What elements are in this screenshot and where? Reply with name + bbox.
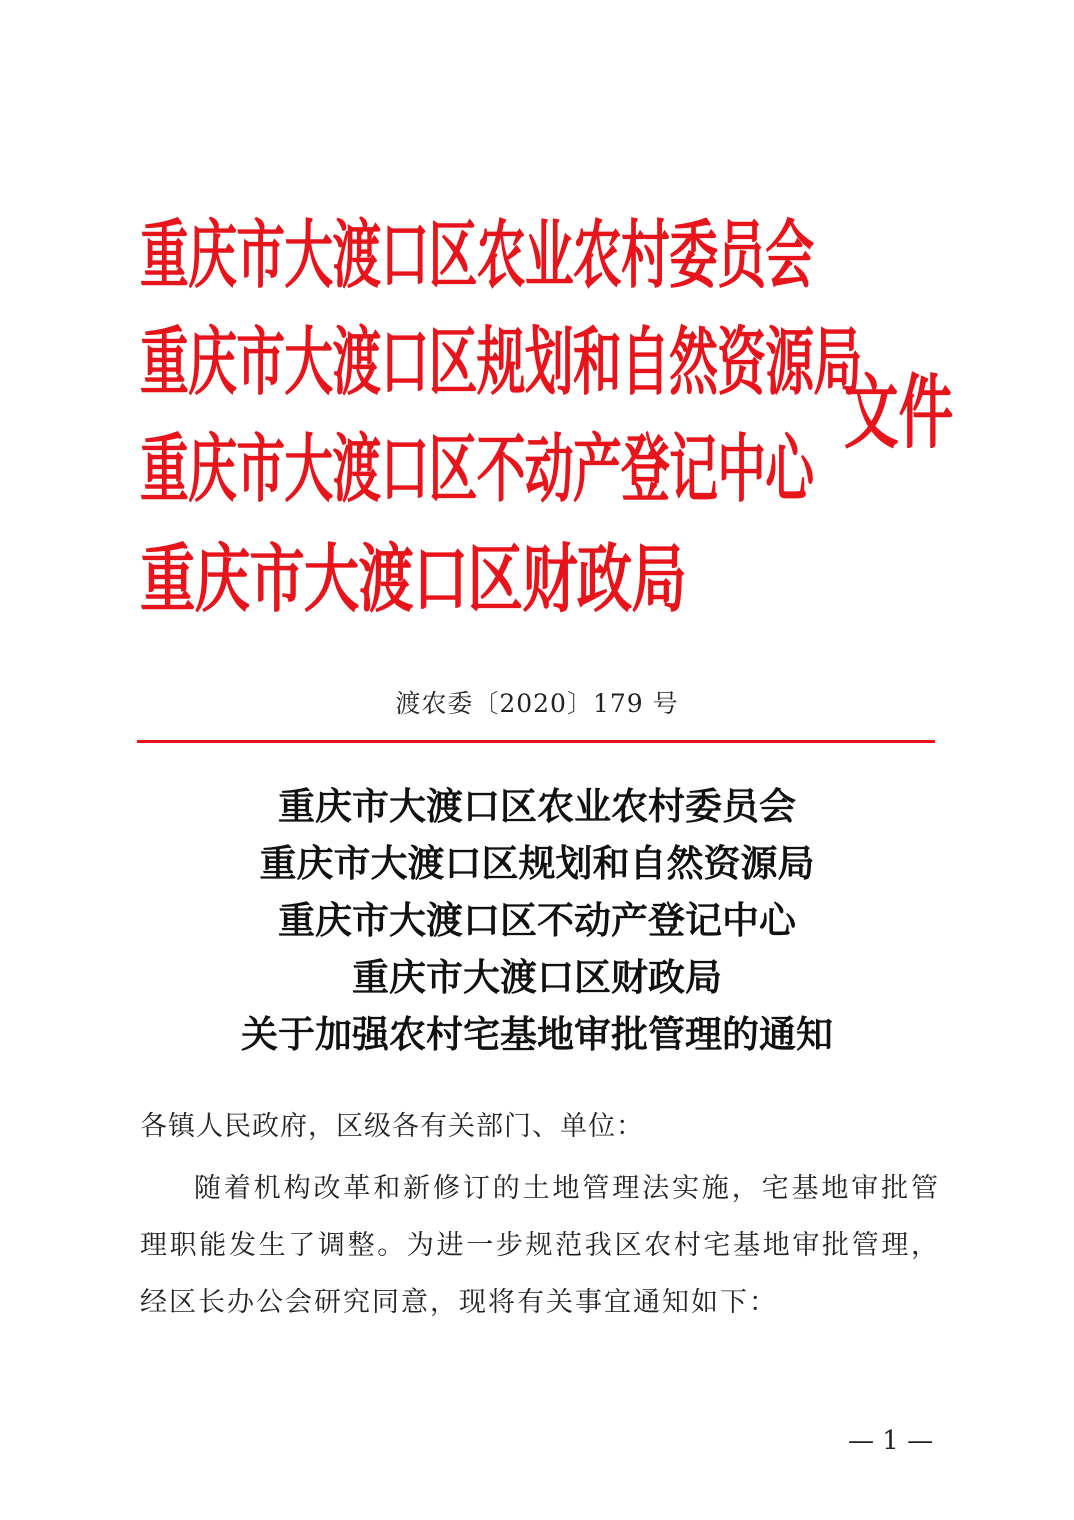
header-suffix: 文件 xyxy=(844,365,954,461)
title-line: 重庆市大渡口区不动产登记中心 xyxy=(278,898,796,942)
title-line: 重庆市大渡口区规划和自然资源局 xyxy=(259,841,815,885)
document-number: 渡农委〔2020〕179 号 xyxy=(395,689,679,718)
document-title xyxy=(0,778,1074,1063)
salutation: 各镇人民政府，区级各有关部门、单位： xyxy=(140,1111,644,1142)
title-line: 关于加强农村宅基地审批管理的通知 xyxy=(241,1012,833,1056)
document-header xyxy=(140,200,960,623)
issuer-real-estate: 重庆市大渡口区不动产登记中心 xyxy=(140,426,814,513)
issuer-finance: 重庆市大渡口区财政局 xyxy=(140,536,686,623)
red-divider xyxy=(137,740,935,743)
page-number: — 1 — xyxy=(848,1426,934,1456)
title-line: 重庆市大渡口区财政局 xyxy=(352,955,722,999)
issuer-planning: 重庆市大渡口区规划和自然资源局 xyxy=(140,319,862,406)
title-line: 重庆市大渡口区农业农村委员会 xyxy=(278,784,796,828)
body-paragraph: 随着机构改革和新修订的土地管理法实施，宅基地审批管理职能发生了调整。为进一步规范我区农村宅基地审批管理，经区长办公会研究同意，现将有关事宜通知如下： xyxy=(140,1173,940,1318)
issuer-agriculture: 重庆市大渡口区农业农村委员会 xyxy=(140,212,814,299)
